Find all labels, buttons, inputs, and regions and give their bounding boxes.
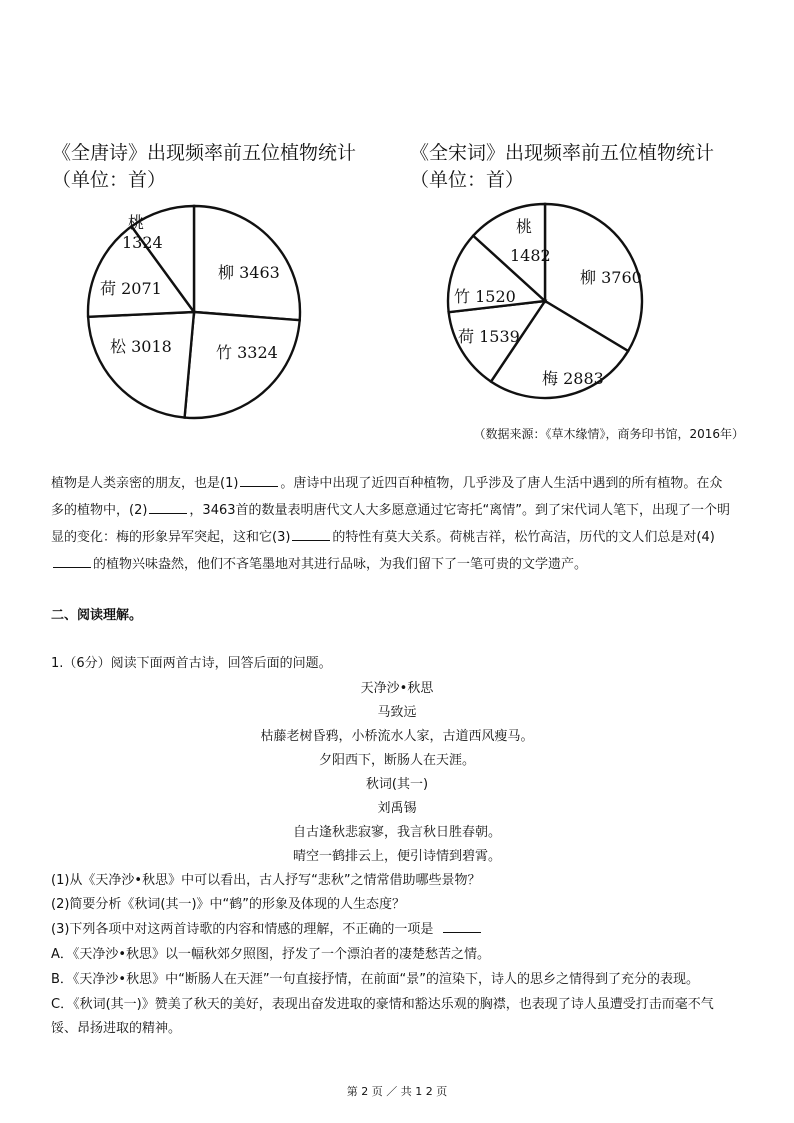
- data-source-note: （数据来源：《草木缘情》，商务印书馆，2016年）: [473, 427, 744, 441]
- blank-3[interactable]: [292, 526, 330, 541]
- paragraph-line-4: 的植物兴味盎然，他们不吝笔墨地对其进行品咏，为我们留下了一笔可贵的文学遗产。: [51, 551, 751, 578]
- poem1-author: 马致远: [377, 705, 417, 720]
- poem1-line-1: 枯藤老树昏鸦，小桥流水人家，古道西风瘦马。: [260, 729, 534, 744]
- tang-chart-title-line2: （单位：首）: [52, 169, 167, 191]
- tang-chart-title-line1: 《全唐诗》出现频率前五位植物统计: [52, 142, 357, 164]
- pie-label: 柳 3463: [218, 263, 280, 282]
- song-chart-title-line2: （单位：首）: [410, 169, 525, 191]
- paragraph-line-1: 植物是人类亲密的朋友，也是(1) 。唐诗中出现了近四百种植物，几乎涉及了唐人生活中遇到的所有植物。在众: [51, 470, 751, 497]
- tang-pie-chart: [86, 204, 302, 420]
- sub-question-3: (3)下列各项中对这两首诗歌的内容和情感的理解，不正确的一项是: [51, 918, 483, 937]
- pie-label: 竹 3324: [216, 343, 278, 362]
- paragraph-line-3: 显的变化：梅的形象异军突起，这和它(3) 的特性有莫大关系。荷桃吉祥，松竹高洁，历代的文人们总是对(4): [51, 524, 751, 551]
- blank-2[interactable]: [149, 499, 187, 514]
- pie-label: 桃: [516, 217, 533, 236]
- poem2-line-2: 晴空一鹤排云上，便引诗情到碧霄。: [292, 849, 501, 864]
- question-intro: 1.（6分）阅读下面两首古诗，回答后面的问题。: [51, 656, 332, 671]
- section-heading: 二、阅读理解。: [51, 608, 143, 623]
- option-a: A．《天净沙•秋思》以一幅秋郊夕照图，抒发了一个漂泊者的凄楚愁苦之情。: [51, 947, 491, 962]
- poem2-line-1: 自古逢秋悲寂寥，我言秋日胜春朝。: [292, 825, 501, 840]
- pie-label: 桃: [128, 213, 145, 232]
- option-c-line-2: 馁、昂扬进取的精神。: [51, 1021, 182, 1036]
- blank-1[interactable]: [240, 472, 278, 487]
- pie-label: 1324: [122, 233, 163, 252]
- poem2-title: 秋词(其一): [365, 777, 429, 792]
- pie-label: 竹 1520: [454, 287, 516, 306]
- pie-label: 柳 3760: [580, 268, 642, 287]
- option-b: B．《天净沙•秋思》中“断肠人在天涯”一句直接抒情，在前面“景”的渲染下，诗人的思乡之情得到了充分的表现。: [51, 972, 700, 987]
- blank-4[interactable]: [53, 553, 91, 568]
- poem2-author: 刘禹锡: [377, 801, 417, 816]
- plant-paragraph: [51, 470, 751, 578]
- pie-label: 梅 2883: [542, 369, 604, 388]
- pie-label: 荷 1539: [458, 327, 520, 346]
- pie-slice-竹: [185, 312, 300, 418]
- pie-label: 松 3018: [110, 337, 172, 356]
- page-footer: 第 2 页 ／ 共 1 2 页: [346, 1085, 448, 1098]
- option-c-line-1: C．《秋词(其一)》赞美了秋天的美好，表现出奋发进取的豪情和豁达乐观的胸襟，也表现了诗人虽遭受打击而毫不气: [51, 997, 714, 1012]
- pie-label: 1482: [510, 246, 551, 265]
- song-chart-title-line1: 《全宋词》出现频率前五位植物统计: [410, 142, 715, 164]
- song-pie-chart: [446, 202, 644, 400]
- sub-question-2: (2)简要分析《秋词(其一)》中“鹤”的形象及体现的人生态度？: [51, 897, 406, 912]
- paragraph-line-2: 多的植物中，(2) ，3463首的数量表明唐代文人大多愿意通过它寄托“离情”。到了宋代词人笔下，出现了一个明: [51, 497, 751, 524]
- poem1-line-2: 夕阳西下，断肠人在天涯。: [318, 753, 475, 768]
- pie-slice-松: [88, 312, 194, 418]
- tang-chart-title: [52, 140, 356, 194]
- sub-question-1: (1)从《天净沙•秋思》中可以看出，古人抒写“悲秋”之情常借助哪些景物？: [51, 873, 481, 888]
- song-chart-title: [410, 140, 714, 194]
- pie-label: 荷 2071: [100, 279, 162, 298]
- answer-blank[interactable]: [443, 918, 481, 933]
- poem1-title: 天净沙•秋思: [360, 681, 434, 696]
